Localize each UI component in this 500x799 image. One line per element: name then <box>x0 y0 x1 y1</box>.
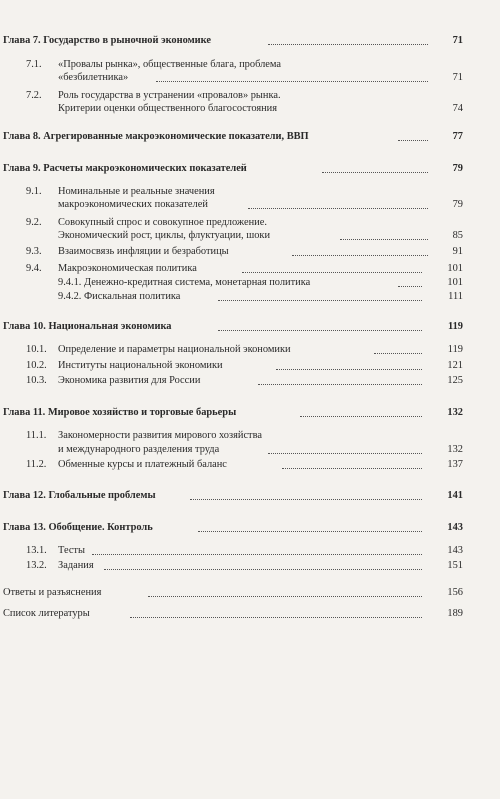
dot-leader <box>374 353 422 354</box>
toc-section-7-1-line2[interactable] <box>0 71 500 85</box>
dot-leader <box>242 272 422 273</box>
toc-page-number: 143 <box>447 522 463 533</box>
toc-page-number: 77 <box>452 131 463 142</box>
toc-subsection-9-4-2[interactable] <box>0 290 500 304</box>
toc-section-title: Взаимосвязь инфляции и безработицы <box>58 246 229 257</box>
toc-section-13-2[interactable] <box>0 559 500 573</box>
toc-section-13-1[interactable] <box>0 544 500 558</box>
dot-leader <box>190 499 422 500</box>
toc-section-number: 10.1. <box>26 344 47 355</box>
toc-page-number: 156 <box>447 587 463 598</box>
toc-section-title: «безбилетника» <box>58 72 129 83</box>
toc-section-9-1-line1[interactable] <box>0 185 500 199</box>
toc-chapter-title: Глава 7. Государство в рыночной экономике <box>3 35 212 46</box>
toc-page-number: 141 <box>447 490 463 501</box>
toc-section-title: Номинальные и реальные значения <box>58 186 215 197</box>
toc-section-title: Совокупный спрос и совокупное предложение. <box>58 217 267 228</box>
toc-chapter-13[interactable] <box>0 521 500 535</box>
toc-page-number: 189 <box>447 608 463 619</box>
toc-section-number: 10.2. <box>26 360 47 371</box>
toc-page-number: 132 <box>447 407 463 418</box>
toc-page-number: 119 <box>447 344 463 355</box>
dot-leader <box>148 596 422 597</box>
toc-entry-title: Ответы и разъяснения <box>3 587 102 598</box>
toc-section-title: Роль государства в устранении «провалов» рынка. <box>58 90 281 101</box>
toc-section-9-1-line2[interactable] <box>0 198 500 212</box>
toc-page-number: 71 <box>452 72 463 83</box>
toc-section-7-2-line1[interactable] <box>0 89 500 103</box>
toc-section-title: Экономика развития для России <box>58 375 201 386</box>
dot-leader <box>268 453 422 454</box>
toc-section-number: 9.3. <box>26 246 42 257</box>
toc-section-7-1-line1[interactable] <box>0 58 500 72</box>
toc-section-number: 10.3. <box>26 375 47 386</box>
toc-section-number: 11.2. <box>26 459 47 470</box>
dot-leader <box>248 208 428 209</box>
dot-leader <box>258 384 422 385</box>
toc-chapter-11[interactable] <box>0 406 500 420</box>
toc-section-title: Экономический рост, циклы, флуктуации, шоки <box>58 230 271 241</box>
toc-section-number: 9.2. <box>26 217 42 228</box>
toc-section-10-2[interactable] <box>0 359 500 373</box>
toc-section-title: Задания <box>58 560 94 571</box>
toc-section-9-2-line1[interactable] <box>0 216 500 230</box>
dot-leader <box>130 617 422 618</box>
toc-section-title: Критерии оценки общественного благосостояния <box>58 103 278 114</box>
toc-page-number: 71 <box>452 35 463 46</box>
toc-answers[interactable] <box>0 586 500 600</box>
toc-page-number: 119 <box>447 321 463 332</box>
toc-section-number: 7.2. <box>26 90 42 101</box>
toc-page-number: 111 <box>448 291 463 302</box>
toc-page-number: 151 <box>447 560 463 571</box>
toc-section-title: Тесты <box>58 545 85 556</box>
toc-section-9-2-line2[interactable] <box>0 229 500 243</box>
toc-section-10-3[interactable] <box>0 374 500 388</box>
toc-section-title: Закономерности развития мирового хозяйства <box>58 430 262 441</box>
toc-section-11-1-line2[interactable] <box>0 443 500 457</box>
dot-leader <box>300 416 422 417</box>
toc-section-title: Определение и параметры национальной экономики <box>58 344 291 355</box>
dot-leader <box>340 239 428 240</box>
dot-leader <box>398 140 428 141</box>
toc-chapter-title: Глава 8. Агрегированные макроэкономические показатели, ВВП <box>3 131 309 142</box>
toc-chapter-title: Глава 13. Обобщение. Контроль <box>3 522 153 533</box>
toc-section-number: 13.2. <box>26 560 47 571</box>
toc-section-10-1[interactable] <box>0 343 500 357</box>
toc-subsection-title: 9.4.1. Денежно-кредитная система, монетарная политика <box>58 277 311 288</box>
toc-section-number: 13.1. <box>26 545 47 556</box>
dot-leader <box>156 81 428 82</box>
dot-leader <box>282 468 422 469</box>
toc-chapter-9[interactable] <box>0 162 500 176</box>
toc-page-number: 137 <box>447 459 463 470</box>
toc-entry-title: Список литературы <box>3 608 90 619</box>
toc-section-number: 9.1. <box>26 186 42 197</box>
toc-page-number: 125 <box>447 375 463 386</box>
toc-chapter-8[interactable] <box>0 130 500 144</box>
toc-page-number: 74 <box>452 103 463 114</box>
toc-section-9-3[interactable] <box>0 245 500 259</box>
toc-page-number: 101 <box>447 277 463 288</box>
toc-subsection-title: 9.4.2. Фискальная политика <box>58 291 181 302</box>
toc-chapter-title: Глава 12. Глобальные проблемы <box>3 490 156 501</box>
dot-leader <box>322 172 428 173</box>
toc-section-title: макроэкономических показателей <box>58 199 208 210</box>
dot-leader <box>268 44 428 45</box>
toc-section-number: 9.4. <box>26 263 42 274</box>
dot-leader <box>218 330 422 331</box>
toc-page-number: 121 <box>447 360 463 371</box>
toc-section-title: «Провалы рынка», общественные блага, проблема <box>58 59 282 70</box>
toc-page-number: 79 <box>452 199 463 210</box>
toc-chapter-12[interactable] <box>0 489 500 503</box>
toc-section-9-4[interactable] <box>0 262 500 276</box>
toc-page-number: 85 <box>452 230 463 241</box>
toc-chapter-title: Глава 10. Национальная экономика <box>3 321 172 332</box>
toc-section-7-2-line2[interactable] <box>0 102 500 116</box>
toc-chapter-10[interactable] <box>0 320 500 334</box>
dot-leader <box>276 369 422 370</box>
toc-section-title: Институты национальной экономики <box>58 360 223 371</box>
toc-page-number: 79 <box>452 163 463 174</box>
toc-chapter-7[interactable] <box>0 34 500 48</box>
toc-section-11-2[interactable] <box>0 458 500 472</box>
toc-section-number: 7.1. <box>26 59 42 70</box>
dot-leader <box>104 569 422 570</box>
toc-page-number: 132 <box>447 444 463 455</box>
dot-leader <box>398 286 422 287</box>
toc-section-title: Обменные курсы и платежный баланс <box>58 459 227 470</box>
toc-section-11-1-line1[interactable] <box>0 429 500 443</box>
toc-references[interactable] <box>0 607 500 621</box>
toc-chapter-title: Глава 11. Мировое хозяйство и торговые барьеры <box>3 407 237 418</box>
toc-page-number: 143 <box>447 545 463 556</box>
toc-section-number: 11.1. <box>26 430 47 441</box>
dot-leader <box>218 300 422 301</box>
toc-section-title: и международного разделения труда <box>58 444 220 455</box>
dot-leader <box>92 554 422 555</box>
toc-section-title: Макроэкономическая политика <box>58 263 197 274</box>
dot-leader <box>198 531 422 532</box>
toc-page-number: 101 <box>447 263 463 274</box>
dot-leader <box>292 255 428 256</box>
toc-chapter-title: Глава 9. Расчеты макроэкономических показателей <box>3 163 247 174</box>
toc-page-number: 91 <box>452 246 463 257</box>
toc-subsection-9-4-1[interactable] <box>0 276 500 290</box>
